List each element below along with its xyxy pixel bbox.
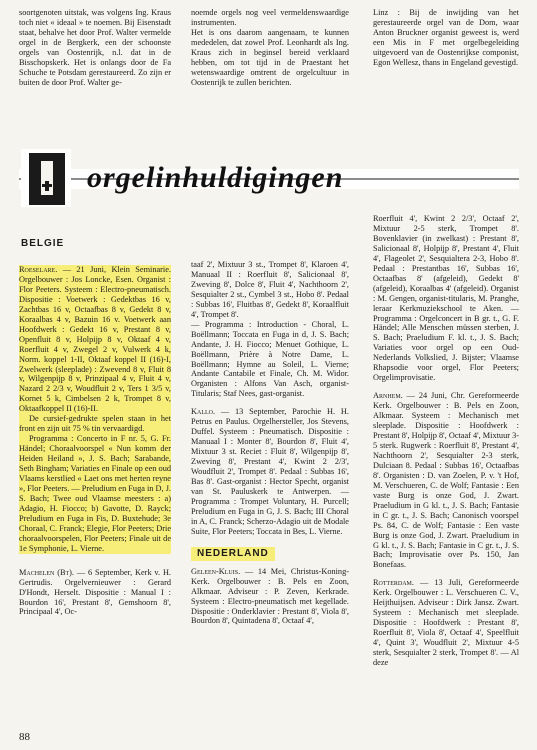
- page-number: 88: [19, 731, 30, 743]
- rotterdam-place: Rotterdam.: [373, 578, 414, 588]
- col3-top-text: [373, 8, 519, 68]
- col3-body: [373, 214, 519, 668]
- col2-continued-text: taaf 2', Mixtuur 3 st., Trompet 8', Klaroen 4', Manuaal II : Roerfluit 8', Salicionaal 8', Zweving 8', Dolce 8', Fluit 4', Nachthoorn 2', Sesquialter 2 st., Cymbel 3 st., Hobo 8'. Pedaal : Subbas 16', Fluitbas 8', Gedekt 8', Koraalfluit 4', Trompet 8'. — Programma : Introduction - Choral, L. Boëllmann; Toccata en Fuga in d, J. S. Bach; Andante, J. H. Fiocco; Menuet Gothique, L. Boëllmann, Prière à Notre Dame, L. Boëllmann; Hymne au Soleil, L. Vierne; Andante Cantabile et Finale, Ch. M. Widor. Organisten : Alfons Van Asch, organist-Titularis; Staf Nees, gast-organist.: [191, 260, 349, 399]
- rotterdam-entry: [373, 578, 519, 668]
- col2-top-paragraph: noemde orgels nog veel vermeldenswaardige instrumenten. Het is ons daarom aangenaam, te kunnen mededelen, dat zowel Prof. Leonhardt als Ing. Kraus zich in beginsel bereid verklaard hebben, om tot tijd in de Praestant het wetenswaardige omtrent de orgelcultuur in Oostenrijk te zullen berichten.: [191, 8, 349, 87]
- roeselare-entry: [19, 265, 171, 414]
- col2-body: [191, 260, 349, 626]
- rotterdam-text: — 13 Juli, Gereformeerde Kerk. Orgelbouwer : L. Verschueren C. V., Heijthuijsen. Adviseur : Dirk Jansz. Zwart. Systeem : Mechanisch met sleeplade. Dispositie : Hoofdwerk : Prestant 8', Roerfluit 8', Viola 8', Octaaf 4', Speelfluit 4', Quint 3', Woudfluit 2', Mixtuur 4-5 sterk, Sesquialter 2 sterk, Trompet 8'. — Al deze: [373, 578, 519, 667]
- col3-top-paragraph: Linz : Bij de inwijding van het gerestaureerde orgel van de Dom, waar Anton Bruckner organist geweest is, werd een Mis in F met orgelbegeleiding uitgevoerd van de Oostenrijkse componist, Egon Wellesz, thans in Engeland gevestigd.: [373, 8, 519, 67]
- roeselare-place: Roeselare.: [19, 265, 58, 274]
- col1-top-paragraph: soortgenoten uitstak, was volgens Ing. Kraus toch niet « ideaal » te noemen. Bij Eisenstadt staat, behalve het door Prof. Walter vermelde orgel in de Bergkerk, een der schoonste orgels van Oostenrijk, n.l. dat in de Bisschopskerk. Het is onlangs door de Fa Schuche te Potsdam gerestaureerd. Zo zijn er buiten de door Prof. Walter ge-: [19, 8, 171, 87]
- roeselare-note: De cursief-gedrukte spelen staan in het front en zijn uit 75 % tin vervaardigd.: [19, 414, 171, 434]
- kallo-text: — 13 September, Parochie H. H. Petrus en Paulus. Orgelhersteller, Jos Stevens, Duffel. Systeem : Pneumatisch. Dispositie : Manuaal I : Monter 8', Bourdon 8', Fluit 4', Mixtuur 3 st. Reciet : Fluit 8', Wilgenpijp 8', Zweving 8', Prestant 4', Kwint 2 2/3', Woudfluit 2', Trompet 8'. Pedaal : Subbas 16', Bas 8'. Gast-organist : Hector Specht, organist van St. Pauluskerk te Antwerpen. — Programma : Trompet Voluntary, H. Purcell; Preludium en Fuga in G, J. S. Bach; III Choral in A, C. Franck; Scherzo-Adagio uit de Modale Suite, Flor Peeters; Toccata in Bes, L. Vierne.: [191, 407, 349, 536]
- col1-body: [19, 265, 171, 617]
- geleen-place: Geleen-Kluis.: [191, 566, 241, 576]
- arnhem-entry: [373, 391, 519, 570]
- col3-continued-text: Roerfluit 4', Kwint 2 2/3', Octaaf 2', Mixtuur 2-5 sterk, Trompet 8'. Bovenklavier (in zwelkast) : Prestant 8', Salicionaal 8', Holpijp 8', Prestant 4', Fluit 4', Flageolet 2', Sesquialtera 2-3, Hobo 8'. Pedaal : Prestantbas 16', Subbas 16', Octaafbas 8' (afgeleid), Gedekt 8' (afgeleid), Koraalbas 4' (afgeleid). Organist : M. Gengen, organist-titularis, M. Pranghe, leraar Kerkmuziekschool te Aken. — Programma : Orgelconcert in B gr. t., G. F. Händel; Alle Menschen müssen sterben, J. S. Bach; Praeludium F. kl. t., J. S. Bach; Variaties voor orgel op een Oud-Nederlands Volkslied, J. Bijster; Vlaamse Rhapsodie voor orgel, Flor Peeters; Orgelimprovisatie.: [373, 214, 519, 383]
- machelen-entry: [19, 568, 171, 618]
- section-heading-nederland: NEDERLAND: [191, 547, 275, 561]
- roeselare-programme: Programma : Concerto in F nr. 5, G. Fr. Händel; Choraalvoorspel « Nun komm der Heiden Heiland », J. S. Bach; Sarabande, Seth Bingham; Variaties en Finale op een oud Vlaams kerstlied « Laet ons met herten reyne », Flor Peeters. — Preludium en Fuga in D, J. S. Bach; Twee oud Vlaamse meesters : a) Adagio, H. Fiocco; b) Gavotte, D. Rayck; Preludium en Fuga in Fis, D. Buxtehude; 3e Choraal, C. Franck; Elegie, Flor Peeters; Drie choraalvoorspelen, Flor Peeters; Finale uit de 1e Symphonie, L. Vierne.: [19, 434, 171, 553]
- roeselare-text-a: — 21 Juni, Klein Seminarie. Orgelbouwer : Jos Loncke, Esen. Organist : Flor Peeters. Systeem : Electro-pneumatisch. Dispositie : Voetwerk : Gedektbas 16 v, Zachtbas 16 v, Octaafbas 8 v, Gedekt 8 v, Koraalbas 4 v, Bazuin 16 v. Voetwerk aan Hoofdwerk : Gedekt 16 v, Prestant 8 v, Openfluit 8 v, Holpijp 8 v, Oktaaf 4 v, Roerfluit 4 v, Zwegel 2 v, Vulwerk 4 k, Norm. koppel 1-II, Oktaaf koppel II (16)-I, Zwelwerk (sleeplade) : Zwevend 8 v, Fluit 8 v, Wilgenpijp 8 v, Prinzipaal 4 v, Fluit 4 v, Nazard 2 2/3 v, Woudfluit 2 v, Ters 1 3/5 v, Kornet 5 k, Cimbelsen 2 k, Trompet 8 v, Oktaafkoppel II (16)-II.: [19, 265, 171, 414]
- kallo-entry: [191, 407, 349, 536]
- machelen-text: — 6 September, Kerk v. H. Gertrudis. Orgelvernieuwer : Gerard D'Hondt, Herselt. Dispositie : Manual I : Bourdon 16', Prestant 8', Gemshoorn 8', Principaal 4', Oc-: [19, 567, 172, 617]
- banner-title: orgelinhuldigingen: [87, 161, 344, 194]
- arnhem-place: Arnhem.: [373, 391, 403, 401]
- section-heading-belgie: BELGIE: [21, 238, 65, 249]
- machelen-place: Machelen (Bt).: [19, 567, 75, 577]
- col1-top-text: [19, 8, 171, 88]
- col2-top-text: [191, 8, 349, 88]
- arnhem-text: — 24 Juni, Chr. Gereformeerde Kerk. Orgelbouwer : B. Pels en Zoon, Alkmaar. Systeem : Mechanisch met sleeplade. Dispositie : Hoofdwerk : Prestant 8', Holpijp 8', Octaaf 4', Mixtuur 3-5 sterk. Rugwerk : Roerfluit 8', Prestant 4', Nachthoorn 2', Sesquialter 2-3 sterk, Dulciaan 8. Pedaal : Subbas 16', Octaafbas 8'. Organisten : D. van Zoelen, P. v. 't Hof, M. Verschueren, C. de Wolf; Fantasie : Een vaste Burg is onze God, J. Zwart. Praeludium in G kl. t., J. S. Bach; Fantasie in C gr. t., J. S. Bach; Canonisch voorspel Ps. 84, C. de Wolf; Fantasie : Een vaste Burg is onze God, J. Zwart. Praeludium in G kl. t., J. S. Bach; Fantasie in C gr. t., J. S. Bach; Improvisatie over Ps. 150, Jan Bonefaas.: [373, 391, 519, 570]
- section-banner: [19, 143, 519, 211]
- kallo-place: Kallo.: [191, 407, 216, 417]
- geleen-text: — 14 Mei, Christus-Koning-Kerk. Orgelbouwer : B. Pels en Zoon, Alkmaar. Adviseur : P. Zeven, Kerkrade. Systeem : Electro-pneumatisch met kegellade. Dispositie : Onderklavier : Prestant 8', Viola 8', Bourdon 8', Quintadena 8', Octaaf 4',: [191, 566, 349, 626]
- geleen-entry: [191, 567, 349, 627]
